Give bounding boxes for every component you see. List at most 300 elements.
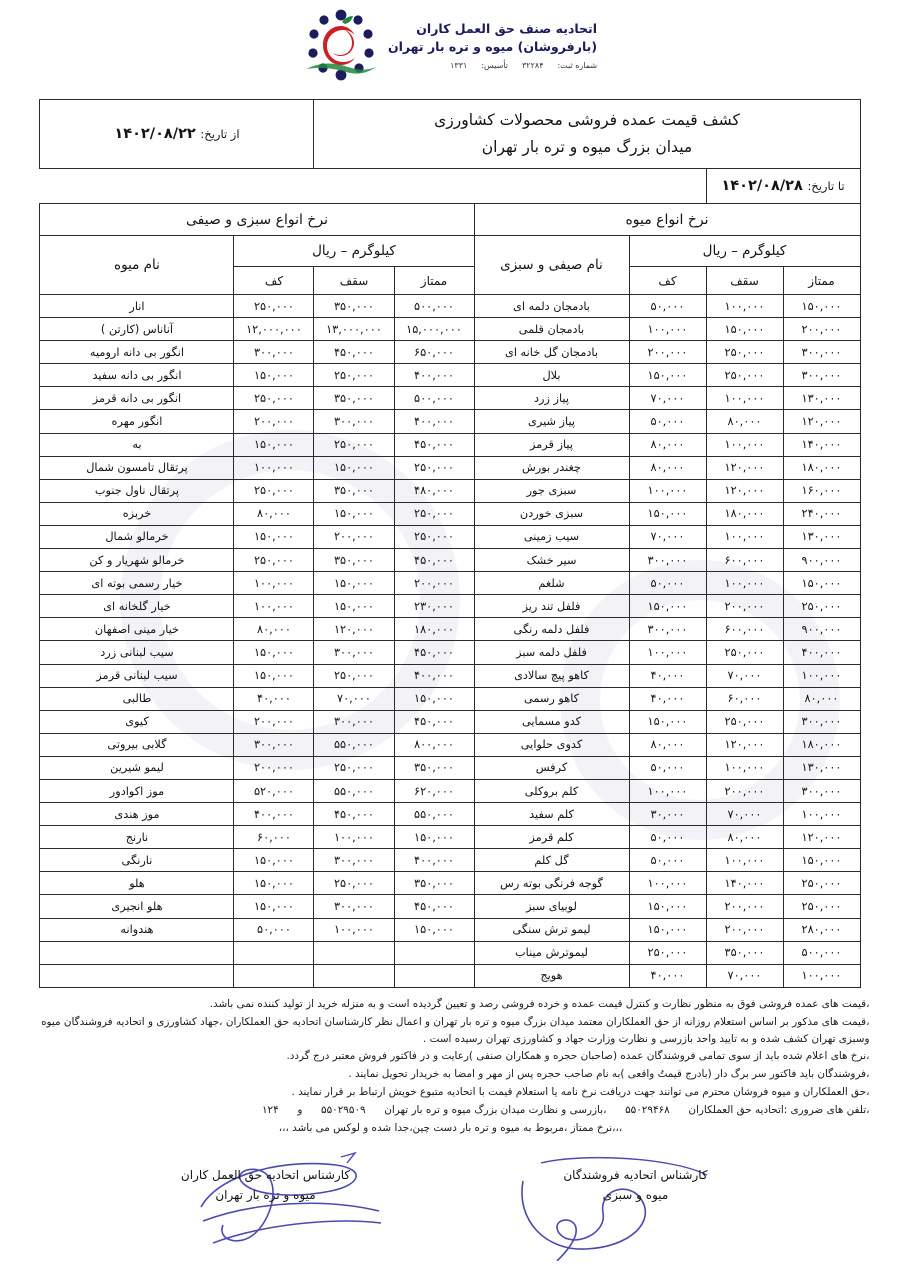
fruit-floor-cell: ۱۰۰,۰۰۰ — [234, 595, 314, 618]
fruit-ceiling-cell: ۲۵۰,۰۰۰ — [314, 364, 394, 387]
fruit-name-cell: موز هندی — [40, 803, 234, 826]
fruit-premium-cell: ۴۵۰,۰۰۰ — [394, 710, 474, 733]
fruit-premium-cell: ۴۰۰,۰۰۰ — [394, 849, 474, 872]
fruit-name-header: نام میوه — [40, 236, 234, 295]
fruit-floor-cell: ۱۵۰,۰۰۰ — [234, 525, 314, 548]
veg-floor-cell: ۱۰۰,۰۰۰ — [629, 479, 706, 502]
logo-registration-label: شماره ثبت: — [557, 61, 598, 71]
footnote-2: ،قیمت های مذکور بر اساس استعلام روزانه از حق العملکاران معتمد میدان بزرگ میوه و تره بار تهران و اعمال نظر کارشناسان اتحادیه حق العملکاران ،جهاد کشاورزی و اتحادیه فروشندگان میوه وسبزی تهران کشف شده و به تایید واحد بازرسی و نظارت وزارت جهاد و کشاورزی تهران رسیده است . — [41, 1015, 870, 1045]
fruit-name-cell — [40, 964, 234, 987]
fruit-ceiling-cell: ۲۵۰,۰۰۰ — [314, 872, 394, 895]
veg-premium-cell: ۲۵۰,۰۰۰ — [783, 595, 860, 618]
fruit-premium-cell: ۲۵۰,۰۰۰ — [394, 525, 474, 548]
veg-floor-cell: ۱۵۰,۰۰۰ — [629, 710, 706, 733]
footnote-4: ،فروشندگان باید فاکتور سر برگ دار (بادرج قیمتُ واقعی )به نام صاحب حجره پس از مهر و امضا به خریدار تحویل نمایند . — [348, 1068, 870, 1081]
fruit-ceiling-cell: ۲۰۰,۰۰۰ — [314, 525, 394, 548]
document-logo-header — [0, 0, 901, 92]
fruit-name-cell: کیوی — [40, 710, 234, 733]
date-from-cell — [40, 100, 314, 169]
table-row — [40, 433, 860, 456]
fruit-floor-cell: ۲۵۰,۰۰۰ — [234, 387, 314, 410]
table-row — [40, 664, 860, 687]
fruit-ceiling-cell: ۵۵۰,۰۰۰ — [314, 779, 394, 802]
logo-text-block — [388, 20, 597, 72]
table-row — [40, 918, 860, 941]
fruit-premium-cell: ۴۰۰,۰۰۰ — [394, 410, 474, 433]
fruit-floor-cell: ۱۰۰,۰۰۰ — [234, 572, 314, 595]
veg-premium-cell: ۲۵۰,۰۰۰ — [783, 872, 860, 895]
fruit-name-cell: انگور بی دانه ارومیه — [40, 341, 234, 364]
fruit-name-cell: انگور مهره — [40, 410, 234, 433]
date-to-cell — [706, 169, 860, 204]
veg-ceiling-cell: ۱۲۰,۰۰۰ — [706, 479, 783, 502]
fruit-ceiling-cell: ۱۰۰,۰۰۰ — [314, 826, 394, 849]
fruit-name-cell: موز اکوادور — [40, 779, 234, 802]
veg-ceiling-cell: ۲۵۰,۰۰۰ — [706, 641, 783, 664]
fruit-ceiling-cell: ۳۵۰,۰۰۰ — [314, 387, 394, 410]
veg-floor-cell: ۴۰,۰۰۰ — [629, 664, 706, 687]
fruit-unit-header: کیلوگرم – ریال — [234, 236, 474, 267]
table-row — [40, 803, 860, 826]
phone-note-prefix: ،تلفن های ضروری :اتحادیه حق العملکاران — [688, 1103, 870, 1116]
veg-floor-cell: ۵۰,۰۰۰ — [629, 756, 706, 779]
fruit-premium-cell — [394, 941, 474, 964]
veg-premium-cell: ۱۲۰,۰۰۰ — [783, 826, 860, 849]
fruit-floor-cell: ۱۵۰,۰۰۰ — [234, 641, 314, 664]
veg-floor-cell: ۲۰۰,۰۰۰ — [629, 341, 706, 364]
fruit-floor-cell: ۲۵۰,۰۰۰ — [234, 295, 314, 318]
veg-floor-cell: ۱۰۰,۰۰۰ — [629, 318, 706, 341]
veg-name-cell: هویج — [474, 964, 629, 987]
fruit-ceiling-cell: ۲۵۰,۰۰۰ — [314, 756, 394, 779]
fruit-premium-cell: ۴۵۰,۰۰۰ — [394, 549, 474, 572]
phone-number-3: ۱۲۴ — [261, 1103, 279, 1116]
table-row — [40, 733, 860, 756]
veg-name-cell: فلفل دلمه سبز — [474, 641, 629, 664]
veg-ceiling-cell: ۶۰۰,۰۰۰ — [706, 618, 783, 641]
veg-floor-cell: ۱۵۰,۰۰۰ — [629, 918, 706, 941]
signature-vegetable-line1: کارشناس اتحادیه فروشندگان — [563, 1167, 708, 1182]
date-from-label: از تاریخ: — [200, 127, 240, 141]
phone-note-conjunction: و — [297, 1103, 303, 1116]
footnote-phones — [32, 1102, 870, 1119]
veg-ceiling-cell: ۱۰۰,۰۰۰ — [706, 433, 783, 456]
veg-ceiling-cell: ۱۰۰,۰۰۰ — [706, 387, 783, 410]
fruit-premium-cell: ۵۰۰,۰۰۰ — [394, 387, 474, 410]
table-row — [40, 756, 860, 779]
veg-ceiling-cell: ۶۰,۰۰۰ — [706, 687, 783, 710]
veg-name-header: نام صیفی و سبزی — [474, 236, 629, 295]
fruit-floor-cell: ۲۵۰,۰۰۰ — [234, 479, 314, 502]
veg-name-cell: کرفس — [474, 756, 629, 779]
fruit-floor-cell: ۵۲۰,۰۰۰ — [234, 779, 314, 802]
fruit-premium-cell: ۳۵۰,۰۰۰ — [394, 756, 474, 779]
fruit-name-cell: خرمالو شهریار و کن — [40, 549, 234, 572]
table-row — [40, 410, 860, 433]
fruit-floor-cell: ۱۵۰,۰۰۰ — [234, 849, 314, 872]
veg-ceiling-cell: ۷۰,۰۰۰ — [706, 664, 783, 687]
fruit-ceiling-cell: ۱۰۰,۰۰۰ — [314, 918, 394, 941]
fruit-floor-cell: ۱۵۰,۰۰۰ — [234, 664, 314, 687]
footnote-premium-definition: ،،،نرخ ممتاز ،مربوط به میوه و تره بار دست چین،جدا شده و لوکس می باشد ،،، — [278, 1121, 623, 1134]
veg-floor-cell: ۱۵۰,۰۰۰ — [629, 502, 706, 525]
fruit-premium-cell: ۱۵۰,۰۰۰ — [394, 687, 474, 710]
veg-ceiling-cell: ۱۰۰,۰۰۰ — [706, 295, 783, 318]
table-row — [40, 872, 860, 895]
fruit-floor-cell: ۵۰,۰۰۰ — [234, 918, 314, 941]
veg-premium-cell: ۳۰۰,۰۰۰ — [783, 341, 860, 364]
veg-ceiling-cell: ۳۵۰,۰۰۰ — [706, 941, 783, 964]
fruit-floor-cell: ۱۵۰,۰۰۰ — [234, 364, 314, 387]
table-row — [40, 687, 860, 710]
veg-premium-cell: ۲۴۰,۰۰۰ — [783, 502, 860, 525]
fruit-premium-cell: ۴۵۰,۰۰۰ — [394, 433, 474, 456]
fruit-name-cell: هندوانه — [40, 918, 234, 941]
table-row — [40, 618, 860, 641]
veg-ceiling-cell: ۸۰,۰۰۰ — [706, 410, 783, 433]
date-to-label: تا تاریخ: — [807, 179, 845, 193]
title-row — [40, 100, 860, 169]
veg-unit-header: کیلوگرم – ریال — [629, 236, 860, 267]
veg-premium-cell: ۱۰۰,۰۰۰ — [783, 664, 860, 687]
fruit-ceiling-cell: ۵۵۰,۰۰۰ — [314, 733, 394, 756]
fruit-ceiling-cell: ۲۵۰,۰۰۰ — [314, 664, 394, 687]
table-row — [40, 779, 860, 802]
fruit-name-cell: هلو انجیری — [40, 895, 234, 918]
veg-name-cell: سبزی جور — [474, 479, 629, 502]
veg-name-cell: سیر خشک — [474, 549, 629, 572]
veg-ceiling-cell: ۶۰۰,۰۰۰ — [706, 549, 783, 572]
fruit-name-cell — [40, 941, 234, 964]
table-row — [40, 525, 860, 548]
fruit-premium-cell: ۶۲۰,۰۰۰ — [394, 779, 474, 802]
veg-premium-cell: ۲۰۰,۰۰۰ — [783, 318, 860, 341]
veg-premium-cell: ۲۵۰,۰۰۰ — [783, 895, 860, 918]
veg-name-cell: کاهو پیچ سالادی — [474, 664, 629, 687]
fruit-premium-cell: ۴۰۰,۰۰۰ — [394, 664, 474, 687]
veg-ceiling-cell: ۲۰۰,۰۰۰ — [706, 895, 783, 918]
fruit-premium-cell: ۴۰۰,۰۰۰ — [394, 364, 474, 387]
phone-number-1: ۵۵۰۲۹۴۶۸ — [625, 1103, 670, 1116]
table-row — [40, 318, 860, 341]
fruit-premium-cell: ۲۳۰,۰۰۰ — [394, 595, 474, 618]
fruit-ceiling-cell: ۷۰,۰۰۰ — [314, 687, 394, 710]
veg-ceiling-cell: ۱۲۰,۰۰۰ — [706, 733, 783, 756]
veg-name-cell: فلفل دلمه رنگی — [474, 618, 629, 641]
table-row — [40, 502, 860, 525]
fruit-name-cell: آناناس (کارتن ) — [40, 318, 234, 341]
veg-floor-cell: ۳۰۰,۰۰۰ — [629, 549, 706, 572]
veg-floor-cell: ۴۰,۰۰۰ — [629, 964, 706, 987]
fruit-floor-cell: ۲۰۰,۰۰۰ — [234, 756, 314, 779]
fruit-ceiling-cell: ۳۵۰,۰۰۰ — [314, 479, 394, 502]
table-row — [40, 456, 860, 479]
fruit-floor-cell: ۲۰۰,۰۰۰ — [234, 410, 314, 433]
veg-premium-cell: ۱۳۰,۰۰۰ — [783, 525, 860, 548]
veg-premium-cell: ۱۶۰,۰۰۰ — [783, 479, 860, 502]
veg-ceiling-cell: ۱۸۰,۰۰۰ — [706, 502, 783, 525]
phone-note-middle: ،بازرسی و نظارت میدان بزرگ میوه و تره بار تهران — [384, 1103, 607, 1116]
fruit-floor-cell — [234, 964, 314, 987]
veg-ceiling-cell: ۲۰۰,۰۰۰ — [706, 918, 783, 941]
fruit-floor-cell: ۸۰,۰۰۰ — [234, 502, 314, 525]
veg-floor-cell: ۱۵۰,۰۰۰ — [629, 895, 706, 918]
veg-group-header: نرخ انواع سبزی و صیفی — [40, 204, 474, 236]
veg-name-cell: سیب زمینی — [474, 525, 629, 548]
table-row — [40, 549, 860, 572]
table-row — [40, 572, 860, 595]
logo-founded-year: ۱۳۳۱ — [450, 61, 468, 71]
fruit-premium-cell: ۲۰۰,۰۰۰ — [394, 572, 474, 595]
fruit-premium-cell: ۴۵۰,۰۰۰ — [394, 895, 474, 918]
veg-name-cell: فلفل تند ریز — [474, 595, 629, 618]
table-row — [40, 295, 860, 318]
veg-floor-cell: ۴۰,۰۰۰ — [629, 687, 706, 710]
veg-ceiling-cell: ۱۰۰,۰۰۰ — [706, 525, 783, 548]
logo-registration-info — [450, 60, 597, 72]
table-row — [40, 479, 860, 502]
fruit-name-cell: پرتقال ناول جنوب — [40, 479, 234, 502]
table-row — [40, 964, 860, 987]
fruit-name-cell: به — [40, 433, 234, 456]
fruit-name-cell: خربزه — [40, 502, 234, 525]
veg-name-cell: پیاز زرد — [474, 387, 629, 410]
veg-floor-cell: ۳۰۰,۰۰۰ — [629, 618, 706, 641]
fruit-name-cell: سیب لبنانی قرمز — [40, 664, 234, 687]
veg-floor-cell: ۵۰,۰۰۰ — [629, 849, 706, 872]
fruit-name-cell: نارنج — [40, 826, 234, 849]
veg-floor-cell: ۵۰,۰۰۰ — [629, 572, 706, 595]
signature-block-vegetable-union — [511, 1151, 761, 1261]
veg-name-cell: لوبیای سبز — [474, 895, 629, 918]
veg-name-cell: بادمجان گل خانه ای — [474, 341, 629, 364]
fruit-name-cell: پرتقال تامسون شمال — [40, 456, 234, 479]
veg-premium-cell: ۱۳۰,۰۰۰ — [783, 387, 860, 410]
union-logo-icon — [304, 9, 378, 83]
fruit-ceiling-cell: ۳۰۰,۰۰۰ — [314, 849, 394, 872]
signature-label-vegetable-union — [511, 1151, 761, 1206]
veg-name-cell: کدو مسمایی — [474, 710, 629, 733]
veg-floor-cell: ۵۰,۰۰۰ — [629, 410, 706, 433]
signature-area — [0, 1151, 901, 1261]
logo-founded-label: تأسیس: — [481, 61, 508, 71]
veg-premium-cell: ۱۳۰,۰۰۰ — [783, 756, 860, 779]
veg-ceiling-cell: ۱۰۰,۰۰۰ — [706, 849, 783, 872]
signature-label-commission-union — [141, 1151, 391, 1206]
veg-premium-cell: ۱۰۰,۰۰۰ — [783, 964, 860, 987]
fruit-premium-cell: ۸۰۰,۰۰۰ — [394, 733, 474, 756]
fruit-floor-cell: ۳۰۰,۰۰۰ — [234, 341, 314, 364]
veg-premium-cell: ۹۰۰,۰۰۰ — [783, 549, 860, 572]
fruit-premium-cell: ۱۵,۰۰۰,۰۰۰ — [394, 318, 474, 341]
price-table — [39, 99, 860, 988]
fruit-floor-cell: ۶۰,۰۰۰ — [234, 826, 314, 849]
signature-block-commission-union — [141, 1151, 391, 1261]
fruit-premium-cell: ۵۵۰,۰۰۰ — [394, 803, 474, 826]
veg-premium-cell: ۸۰,۰۰۰ — [783, 687, 860, 710]
veg-premium-cell: ۱۲۰,۰۰۰ — [783, 410, 860, 433]
fruit-col-premium: ممتاز — [394, 267, 474, 295]
fruit-floor-cell: ۸۰,۰۰۰ — [234, 618, 314, 641]
footnote-5: ،حق العملکاران و میوه فروشان محترم می توانند جهت دریافت نرخ نامه یا استعلام قیمت با اتحادیه متبوع خویش ارتباط بر قرار نمایند . — [291, 1086, 870, 1099]
fruit-premium-cell: ۱۵۰,۰۰۰ — [394, 918, 474, 941]
veg-ceiling-cell: ۱۴۰,۰۰۰ — [706, 872, 783, 895]
veg-floor-cell: ۵۰,۰۰۰ — [629, 295, 706, 318]
veg-floor-cell: ۱۵۰,۰۰۰ — [629, 364, 706, 387]
fruit-ceiling-cell — [314, 964, 394, 987]
veg-ceiling-cell: ۱۲۰,۰۰۰ — [706, 456, 783, 479]
veg-name-cell: گل کلم — [474, 849, 629, 872]
footnote-1: ،قیمت های عمده فروشی فوق به منظور نظارت و کنترل قیمت عمده و خرده فروشی رصد و تعیین گردیده است و به منزله خرید از تولید کننده نمی باشد. — [209, 997, 870, 1010]
fruit-floor-cell: ۱۵۰,۰۰۰ — [234, 433, 314, 456]
fruit-floor-cell: ۱۰۰,۰۰۰ — [234, 456, 314, 479]
veg-premium-cell: ۲۸۰,۰۰۰ — [783, 918, 860, 941]
price-sheet — [41, 99, 861, 988]
table-row — [40, 849, 860, 872]
veg-premium-cell: ۱۵۰,۰۰۰ — [783, 849, 860, 872]
veg-ceiling-cell: ۲۵۰,۰۰۰ — [706, 364, 783, 387]
veg-ceiling-cell: ۷۰,۰۰۰ — [706, 803, 783, 826]
table-row — [40, 641, 860, 664]
table-row — [40, 826, 860, 849]
veg-floor-cell: ۱۵۰,۰۰۰ — [629, 595, 706, 618]
fruit-premium-cell: ۴۸۰,۰۰۰ — [394, 479, 474, 502]
fruit-premium-cell: ۱۸۰,۰۰۰ — [394, 618, 474, 641]
fruit-premium-cell: ۲۵۰,۰۰۰ — [394, 456, 474, 479]
veg-premium-cell: ۴۰۰,۰۰۰ — [783, 641, 860, 664]
veg-floor-cell: ۸۰,۰۰۰ — [629, 433, 706, 456]
veg-name-cell: بادمجان دلمه ای — [474, 295, 629, 318]
veg-name-cell: سبزی خوردن — [474, 502, 629, 525]
fruit-premium-cell: ۶۵۰,۰۰۰ — [394, 341, 474, 364]
veg-name-cell: گوجه فرنگی بوته رس — [474, 872, 629, 895]
fruit-premium-cell: ۲۵۰,۰۰۰ — [394, 502, 474, 525]
footnote-3: ،نرخ های اعلام شده باید از سوی تمامی فروشندگان عمده (صاحبان حجره و همکاران صنفی )رعایت و در فاکتور فروش معتبر درج گردد. — [286, 1050, 870, 1063]
fruit-name-cell: طالبی — [40, 687, 234, 710]
fruit-premium-cell: ۱۵۰,۰۰۰ — [394, 826, 474, 849]
document-title-line1: کشف قیمت عمده فروشی محصولات کشاورزی — [434, 110, 740, 129]
veg-name-cell: لیمو ترش سنگی — [474, 918, 629, 941]
veg-name-cell: لیموترش میناب — [474, 941, 629, 964]
logo-union-name-line1: اتحادیه صنف حق العمل کاران — [416, 21, 598, 37]
fruit-premium-cell — [394, 964, 474, 987]
veg-ceiling-cell: ۲۵۰,۰۰۰ — [706, 341, 783, 364]
veg-name-cell: کلم بروکلی — [474, 779, 629, 802]
veg-ceiling-cell: ۱۵۰,۰۰۰ — [706, 318, 783, 341]
veg-floor-cell: ۲۵۰,۰۰۰ — [629, 941, 706, 964]
fruit-ceiling-cell — [314, 941, 394, 964]
veg-premium-cell: ۳۰۰,۰۰۰ — [783, 779, 860, 802]
veg-premium-cell: ۳۰۰,۰۰۰ — [783, 364, 860, 387]
veg-ceiling-cell: ۲۵۰,۰۰۰ — [706, 710, 783, 733]
table-row — [40, 710, 860, 733]
price-rows-host — [40, 295, 860, 988]
fruit-floor-cell: ۱۲,۰۰۰,۰۰۰ — [234, 318, 314, 341]
veg-floor-cell: ۸۰,۰۰۰ — [629, 456, 706, 479]
veg-name-cell: پیاز شیری — [474, 410, 629, 433]
fruit-floor-cell: ۱۵۰,۰۰۰ — [234, 872, 314, 895]
veg-floor-cell: ۳۰,۰۰۰ — [629, 803, 706, 826]
veg-col-floor: کف — [629, 267, 706, 295]
fruit-ceiling-cell: ۱۵۰,۰۰۰ — [314, 595, 394, 618]
veg-name-cell: پیاز قرمز — [474, 433, 629, 456]
veg-premium-cell: ۹۰۰,۰۰۰ — [783, 618, 860, 641]
veg-name-cell: کلم سفید — [474, 803, 629, 826]
fruit-name-cell: خیار مینی اصفهان — [40, 618, 234, 641]
group-header-row — [40, 204, 860, 236]
fruit-ceiling-cell: ۱۳,۰۰۰,۰۰۰ — [314, 318, 394, 341]
fruit-group-header: نرخ انواع میوه — [474, 204, 860, 236]
fruit-ceiling-cell: ۳۵۰,۰۰۰ — [314, 295, 394, 318]
table-row — [40, 364, 860, 387]
date-to-row — [40, 169, 860, 204]
signature-commission-line2: میوه و تره بار تهران — [215, 1187, 316, 1202]
fruit-premium-cell: ۳۵۰,۰۰۰ — [394, 872, 474, 895]
fruit-ceiling-cell: ۴۵۰,۰۰۰ — [314, 341, 394, 364]
veg-name-cell: شلغم — [474, 572, 629, 595]
table-row — [40, 941, 860, 964]
fruit-premium-cell: ۴۵۰,۰۰۰ — [394, 641, 474, 664]
fruit-name-cell: هلو — [40, 872, 234, 895]
fruit-floor-cell: ۲۵۰,۰۰۰ — [234, 549, 314, 572]
fruit-ceiling-cell: ۱۵۰,۰۰۰ — [314, 456, 394, 479]
fruit-name-cell: انگور بی دانه سفید — [40, 364, 234, 387]
phone-number-2: ۵۵۰۲۹۵۰۹ — [320, 1103, 366, 1116]
veg-floor-cell: ۷۰,۰۰۰ — [629, 387, 706, 410]
veg-ceiling-cell: ۱۰۰,۰۰۰ — [706, 572, 783, 595]
fruit-floor-cell — [234, 941, 314, 964]
fruit-name-cell: انار — [40, 295, 234, 318]
veg-premium-cell: ۱۰۰,۰۰۰ — [783, 803, 860, 826]
fruit-floor-cell: ۲۰۰,۰۰۰ — [234, 710, 314, 733]
veg-name-cell: چغندر بورش — [474, 456, 629, 479]
fruit-name-cell: نارنگی — [40, 849, 234, 872]
fruit-floor-cell: ۳۰۰,۰۰۰ — [234, 733, 314, 756]
fruit-col-floor: کف — [234, 267, 314, 295]
veg-premium-cell: ۱۵۰,۰۰۰ — [783, 295, 860, 318]
fruit-ceiling-cell: ۳۵۰,۰۰۰ — [314, 549, 394, 572]
table-row — [40, 387, 860, 410]
fruit-col-ceiling: سقف — [314, 267, 394, 295]
fruit-ceiling-cell: ۳۰۰,۰۰۰ — [314, 710, 394, 733]
fruit-name-cell: خیار رسمی بوته ای — [40, 572, 234, 595]
veg-name-cell: کلم قرمز — [474, 826, 629, 849]
veg-premium-cell: ۱۸۰,۰۰۰ — [783, 733, 860, 756]
fruit-ceiling-cell: ۱۵۰,۰۰۰ — [314, 572, 394, 595]
fruit-name-cell: سیب لبنانی زرد — [40, 641, 234, 664]
veg-floor-cell: ۱۰۰,۰۰۰ — [629, 872, 706, 895]
table-row — [40, 595, 860, 618]
fruit-floor-cell: ۴۰,۰۰۰ — [234, 687, 314, 710]
signature-commission-line1: کارشناس اتحادیه حق العمل کاران — [180, 1167, 351, 1182]
veg-name-cell: بلال — [474, 364, 629, 387]
fruit-ceiling-cell: ۴۵۰,۰۰۰ — [314, 803, 394, 826]
veg-ceiling-cell: ۲۰۰,۰۰۰ — [706, 595, 783, 618]
fruit-name-cell: انگور بی دانه قرمز — [40, 387, 234, 410]
veg-floor-cell: ۱۰۰,۰۰۰ — [629, 779, 706, 802]
date-to-value: ۱۴۰۲/۰۸/۲۸ — [721, 178, 803, 194]
table-row — [40, 895, 860, 918]
veg-name-cell: بادمجان قلمی — [474, 318, 629, 341]
veg-premium-cell: ۱۸۰,۰۰۰ — [783, 456, 860, 479]
date-from-value: ۱۴۰۲/۰۸/۲۲ — [114, 126, 196, 142]
fruit-ceiling-cell: ۱۲۰,۰۰۰ — [314, 618, 394, 641]
logo-registration-number: ۳۲۲۸۴ — [522, 61, 544, 71]
footnotes — [32, 996, 870, 1137]
document-title-line2: میدان بزرگ میوه و تره بار تهران — [481, 138, 693, 156]
document-title — [314, 100, 860, 169]
fruit-name-cell: خرمالو شمال — [40, 525, 234, 548]
